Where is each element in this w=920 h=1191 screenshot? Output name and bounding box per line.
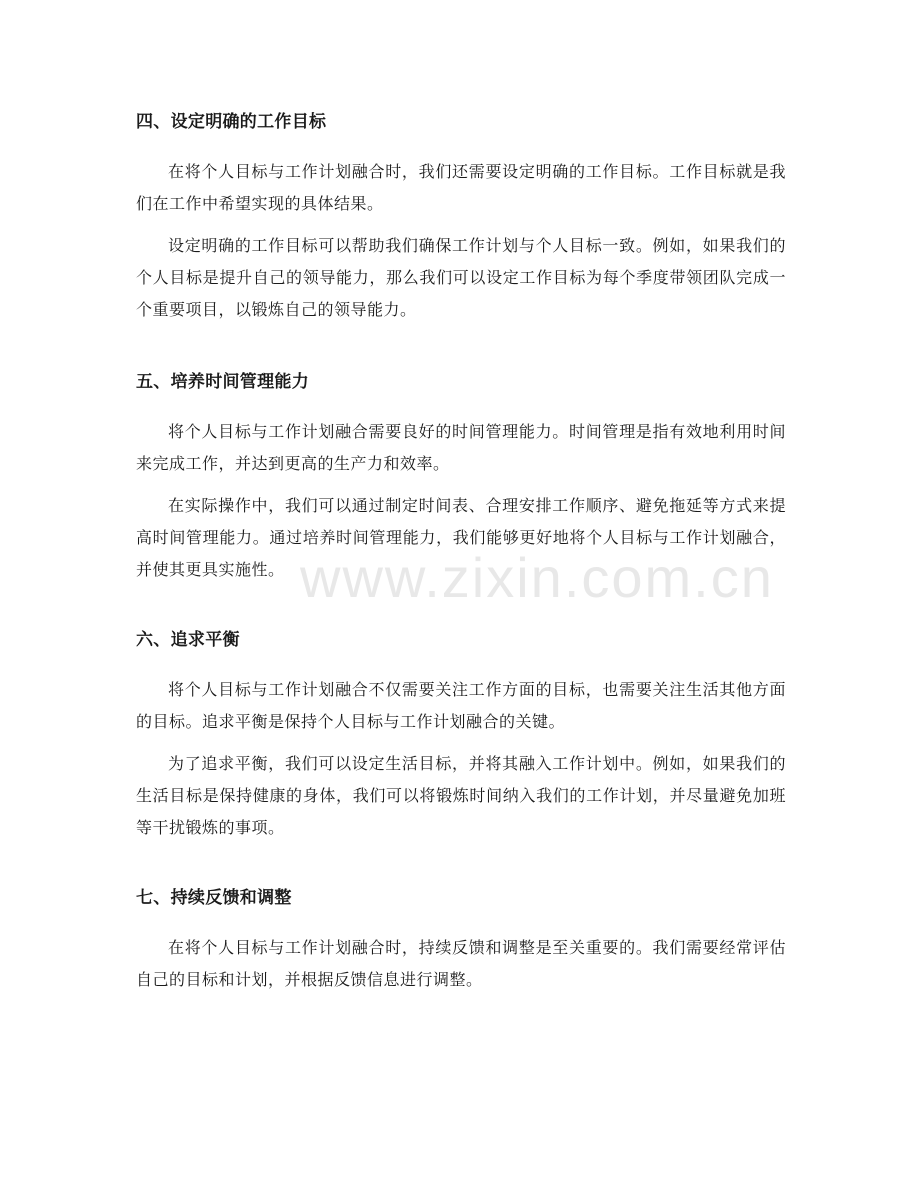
- section-heading: 五、培养时间管理能力: [136, 372, 309, 392]
- section-heading: 六、追求平衡: [136, 630, 240, 650]
- section-paragraph: 在将个人目标与工作计划融合时，我们还需要设定明确的工作目标。工作目标就是我们在工作中希望实现的具体结果。: [136, 162, 786, 213]
- section-7: [136, 886, 786, 996]
- section-6: [136, 628, 786, 844]
- section-4: [136, 110, 786, 326]
- section-heading: 七、持续反馈和调整: [136, 888, 292, 908]
- section-paragraph: 在实际操作中，我们可以通过制定时间表、合理安排工作顺序、避免拖延等方式来提高时间管理能力。通过培养时间管理能力，我们能够更好地将个人目标与工作计划融合，并使其更具实施性。: [136, 496, 786, 579]
- section-heading: 四、设定明确的工作目标: [136, 112, 327, 132]
- section-paragraph: 将个人目标与工作计划融合需要良好的时间管理能力。时间管理是指有效地利用时间来完成工作，并达到更高的生产力和效率。: [136, 422, 786, 473]
- section-paragraph: 在将个人目标与工作计划融合时，持续反馈和调整是至关重要的。我们需要经常评估自己的目标和计划，并根据反馈信息进行调整。: [136, 938, 786, 989]
- section-5: [136, 370, 786, 586]
- section-paragraph: 设定明确的工作目标可以帮助我们确保工作计划与个人目标一致。例如，如果我们的个人目标是提升自己的领导能力，那么我们可以设定工作目标为每个季度带领团队完成一个重要项目，以锻炼自己的领导能力。: [136, 236, 786, 319]
- section-paragraph: 将个人目标与工作计划融合不仅需要关注工作方面的目标，也需要关注生活其他方面的目标。追求平衡是保持个人目标与工作计划融合的关键。: [136, 680, 786, 731]
- watermark-text: www.zixin.com.cn: [300, 546, 774, 609]
- section-paragraph: 为了追求平衡，我们可以设定生活目标，并将其融入工作计划中。例如，如果我们的生活目标是保持健康的身体，我们可以将锻炼时间纳入我们的工作计划，并尽量避免加班等干扰锻炼的事项。: [136, 754, 786, 837]
